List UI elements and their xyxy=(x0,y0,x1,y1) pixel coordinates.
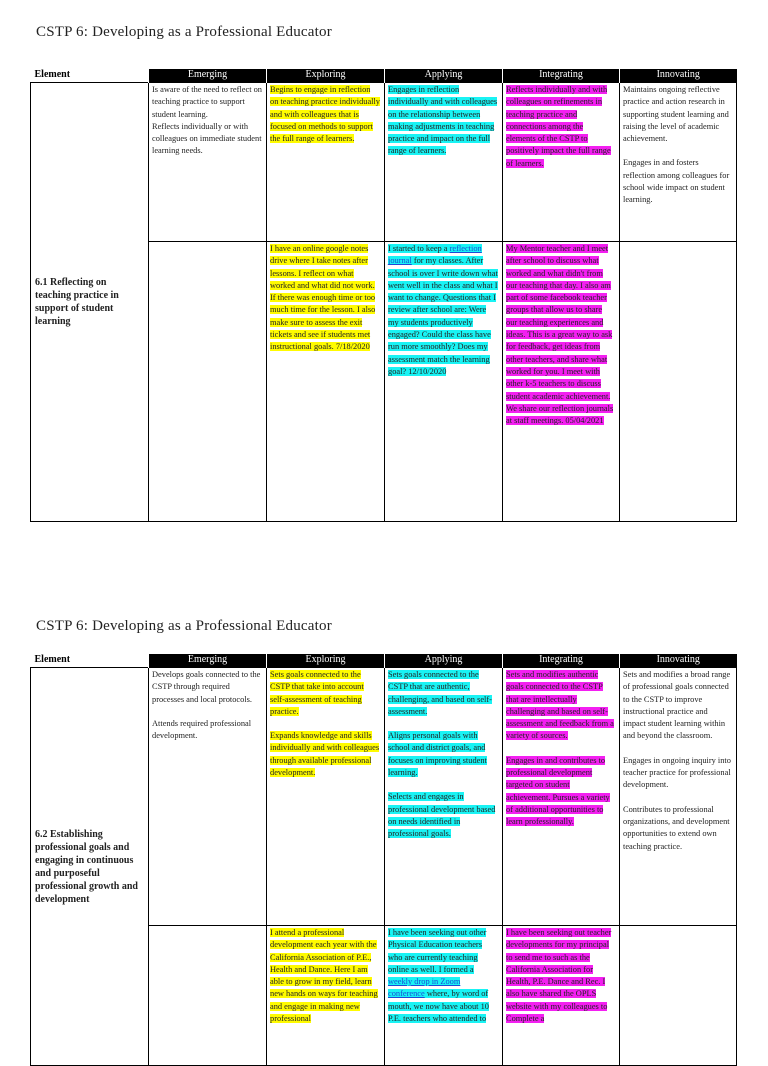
title-text: CSTP 6: Developing as a Professional Educator xyxy=(36,24,332,40)
applying-highlight: Aligns personal goals with school and district goals, and focuses on improving student learning. xyxy=(388,731,487,778)
exploring-highlight: Expands knowledge and skills individually and with colleagues through available professional development. xyxy=(270,731,380,778)
col-header-innovating: Innovating xyxy=(620,654,737,668)
applying-evidence-pre: I have been seeking out other Physical Education teachers who are currently teaching online as well. I formed a xyxy=(388,928,487,974)
col-header-emerging: Emerging xyxy=(149,69,267,83)
cell-exploring xyxy=(267,83,385,242)
evidence-exploring xyxy=(267,926,385,1066)
cell-integrating xyxy=(503,83,620,242)
page-title-1 xyxy=(36,24,332,41)
cell-exploring xyxy=(267,668,385,926)
evidence-innovating xyxy=(620,242,737,522)
cell-integrating xyxy=(503,668,620,926)
rubric-table-6-2 xyxy=(30,654,737,1066)
applying-highlight: Sets goals connected to the CSTP that are authentic, challenging, and based on self-assessment. xyxy=(388,670,492,716)
col-header-innovating: Innovating xyxy=(620,69,737,83)
innovating-text: Contributes to professional organizations, and development opportunities to extend own teaching practice. xyxy=(623,804,730,851)
title-text: CSTP 6: Developing as a Professional Educator xyxy=(36,618,332,634)
applying-evidence-pre: I started to keep a xyxy=(388,244,450,253)
evidence-applying xyxy=(385,242,503,522)
col-header-applying: Applying xyxy=(385,69,503,83)
applying-highlight: Engages in reflection individually and with colleagues on the relationship between making adjustments in teaching practice and impact on the full range of learners. xyxy=(388,85,498,156)
applying-highlight: Selects and engages in professional development based on needs identified in professional goals. xyxy=(388,792,496,839)
element-header: Element xyxy=(31,654,149,668)
col-header-integrating: Integrating xyxy=(503,69,620,83)
exploring-evidence: I attend a professional development each year with the California Association of P.E., Health and Dance. Here I am able to grow in my field, learn new hands on ways for teaching and engage in making new professional xyxy=(270,928,378,1024)
col-header-emerging: Emerging xyxy=(149,654,267,668)
header-row xyxy=(31,654,737,668)
cell-innovating xyxy=(620,83,737,242)
emerging-text: Develops goals connected to the CSTP through required processes and local protocols. xyxy=(152,670,261,704)
reflection-journal-link[interactable]: reflection journal xyxy=(388,244,482,266)
exploring-highlight: Sets goals connected to the CSTP that take into account self-assessment of teaching practice. xyxy=(270,670,364,716)
page-title-2 xyxy=(36,618,332,635)
evidence-innovating xyxy=(620,926,737,1066)
innovating-text: Sets and modifies a broad range of professional goals connected to the CSTP to improve instructional practice and impact student learning within and beyond the classroom. xyxy=(623,670,731,741)
integrating-evidence: I have been seeking out teacher developments for my principal to send me to such as the California Association for Health, P.E. Dance and Rec. I also have shared the OPLS website with my colleagues to Complete a xyxy=(506,928,612,1024)
evidence-emerging xyxy=(149,926,267,1066)
col-header-integrating: Integrating xyxy=(503,654,620,668)
element-label-6-1: 6.1 Reflecting on teaching practice in support of student learning xyxy=(31,83,149,522)
innovating-text: Engages in and fosters reflection among colleagues for school wide impact on student learning. xyxy=(623,158,730,205)
applying-evidence-post: where, by word of mouth, we now have about 10 P.E. teachers who attended to xyxy=(388,989,489,1024)
exploring-highlight: Begins to engage in reflection on teaching practice individually and with colleagues that is focused on methods to support the full range of learners. xyxy=(270,85,380,144)
cell-applying xyxy=(385,668,503,926)
element-header: Element xyxy=(31,69,149,83)
header-row xyxy=(31,69,737,83)
emerging-text: Attends required professional development. xyxy=(152,718,252,741)
evidence-exploring xyxy=(267,242,385,522)
evidence-emerging xyxy=(149,242,267,522)
descriptor-row xyxy=(31,668,737,926)
innovating-text: Maintains ongoing reflective practice and action research in supporting student learning and raising the level of academic achievement. xyxy=(623,85,729,144)
evidence-integrating xyxy=(503,926,620,1066)
cell-innovating xyxy=(620,668,737,926)
applying-evidence-post: for my classes. After school is over I write down what went well in the class and what I want to change. Questions that I review after school are: Were my students productively engaged? Could the class have run more smoothly? Does my assessment match the learning goal? 12/10/2020 xyxy=(388,256,498,376)
integrating-highlight: Reflects individually and with colleagues on refinements in teaching practice and connections among the elements of the CSTP to positively impact the full range of learners. xyxy=(506,85,611,168)
exploring-evidence: I have an online google notes drive where I take notes after lessons. I reflect on what worked and what did not work. If there was enough time or too much time for the lesson. I also make sure to assess the exit tickets and see if students met instructional goals. 7/18/2020 xyxy=(270,244,376,352)
descriptor-row xyxy=(31,83,737,242)
col-header-exploring: Exploring xyxy=(267,654,385,668)
integrating-highlight: Sets and modifies authentic goals connected to the CSTP that are intellectually challenging and based on self-assessment and feedback from a variety of sources. xyxy=(506,670,614,741)
cell-emerging xyxy=(149,83,267,242)
cell-emerging xyxy=(149,668,267,926)
innovating-text: Engages in ongoing inquiry into teacher practice for professional development. xyxy=(623,755,731,790)
rubric-table-6-1 xyxy=(30,69,737,522)
zoom-conference-link[interactable]: weekly drop in Zoom conference xyxy=(388,977,461,999)
emerging-text: Reflects individually or with colleagues on immediate student learning needs. xyxy=(152,121,262,156)
integrating-highlight: Engages in and contributes to professional development targeted on student achievement. Pursues a variety of additional opportunities to learn professionally. xyxy=(506,755,610,827)
evidence-integrating xyxy=(503,242,620,522)
col-header-applying: Applying xyxy=(385,654,503,668)
integrating-evidence: My Mentor teacher and I meet after school to discuss what worked and what didn't from our teaching that day. I also am part of some facebook teacher groups that allow us to share our teaching experiences and ideas. This is a great way to ask for feedback, get ideas from other teachers, and share what worked for you. I meet with other k-5 teachers to discuss student academic achievement. We share our reflection journals at staff meetings. 05/04/2021 xyxy=(506,244,614,426)
evidence-applying xyxy=(385,926,503,1066)
emerging-text: Is aware of the need to reflect on teaching practice to support student learning. xyxy=(152,85,262,119)
cell-applying xyxy=(385,83,503,242)
element-label-6-2: 6.2 Establishing professional goals and engaging in continuous and purposeful professional growth and development xyxy=(31,668,149,1066)
col-header-exploring: Exploring xyxy=(267,69,385,83)
